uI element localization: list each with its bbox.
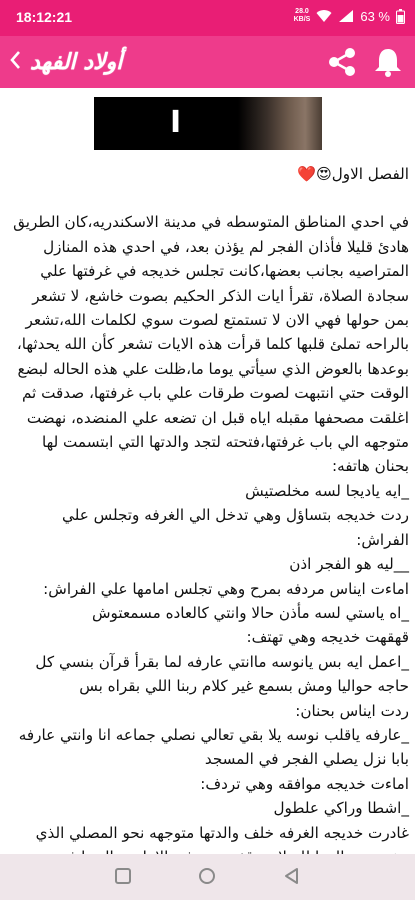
story-line: _اشطا وراكي علطول [273, 799, 409, 818]
story-line: اماءت خديجه موافقه وهي تردف: [200, 774, 409, 793]
status-time: 18:12:21 [16, 9, 73, 25]
network-speed-value: 28.0 [295, 8, 309, 15]
story-line: _عارفه ياقلب نوسه يلا بقي تعالي نصلي جماعه انا وانتي عارفه بابا نزل يصلي الفجر في المسجد [18, 725, 409, 769]
wifi-icon [316, 9, 332, 23]
share-button[interactable] [326, 46, 358, 78]
share-icon [326, 46, 358, 78]
signal-icon [338, 9, 354, 23]
triangle-back-icon [282, 866, 302, 886]
home-button[interactable] [197, 866, 217, 890]
recents-icon [113, 866, 133, 886]
story-line: ردت خديجه بتساؤل وهي تدخل الي الغرفه وتجلس علي الفراش: [62, 506, 409, 549]
recents-button[interactable] [113, 866, 133, 890]
network-speed-unit: KB/S [293, 16, 311, 23]
chapter-number: I [170, 105, 182, 140]
banner-photo [238, 97, 322, 150]
battery-percent: 63 % [360, 8, 390, 24]
system-back-button[interactable] [282, 866, 302, 890]
chapter-title: الفصل الاول😍❤️ [296, 165, 409, 183]
story-line: __ليه هو الفجر اذن [289, 555, 409, 574]
system-nav-bar [0, 854, 415, 900]
battery-icon [396, 9, 405, 24]
story-line: اماءت ايناس مردفه بمرح وهي تجلس امامها علي الفراش: [43, 579, 409, 598]
story-line: قهقهت خديجه وهي تهتف: [246, 628, 409, 647]
bell-icon [373, 46, 403, 78]
back-button[interactable] [4, 49, 26, 77]
chapter-banner [94, 97, 322, 150]
status-bar [0, 0, 415, 36]
story-line: غادرت خديجه الغرفه خلف والدتها متوجهه نحو المصلي الذي [35, 823, 409, 842]
status-icons [294, 8, 405, 24]
story-line: _اه ياستي لسه مأذن حالا وانتي كالعاده مسمعتوش [91, 603, 409, 622]
notifications-button[interactable] [373, 46, 403, 78]
app-bar [0, 36, 415, 88]
story-paragraph: في احدي المناطق المتوسطه في مدينة الاسكندريه،كان الطريق هادئ قليلا فأذان الفجر لم يؤذن بعد، في احدي هذه المنازل المتراصيه بجانب بعضها،كانت تجلس خديجه في غرفتها علي سجادة الصلاة، تقرأ ايات الذكر الحكيم بصوت خاشع، لا تشعر بمن حولها فهي الان لا تستمتع لصوت سوي لكلمات الله،تشعر بالراحه تملئ قلبها كلما قرأت هذه الايات تشعر كأن الله يحدثها، بوعدها بالعوض الذي سيأتي يوما ما،ظلت علي هذه الحاله لبضع الوقت حتي انتبهت لصوت طرقات علي باب غرفتها، صدقت ثم اغلقت مصحفها مقبله اياه قبل ان تضعه علي المنضده، نهضت متوجهه الي باب غرفتها،فتحته لتجد والدتها التي ابتسمت لها بحنان هاتفه: [13, 213, 409, 476]
story-line: _ايه ياديجا لسه مخلصتيش [245, 481, 409, 500]
story-content [6, 162, 409, 842]
story-line: _اعمل ايه بس يانوسه ماانتي عارفه لما بقرأ قرآن بنسي كل حاجه حواليا ومش بسمع غير كلام ربنا اللي بقراه بس [35, 652, 409, 696]
chevron-left-icon [8, 49, 22, 71]
app-logo: أولاد الفهد [30, 49, 123, 75]
story-line: ردت ايناس بحنان: [295, 701, 409, 720]
home-icon [197, 866, 217, 886]
network-speed [294, 8, 311, 24]
